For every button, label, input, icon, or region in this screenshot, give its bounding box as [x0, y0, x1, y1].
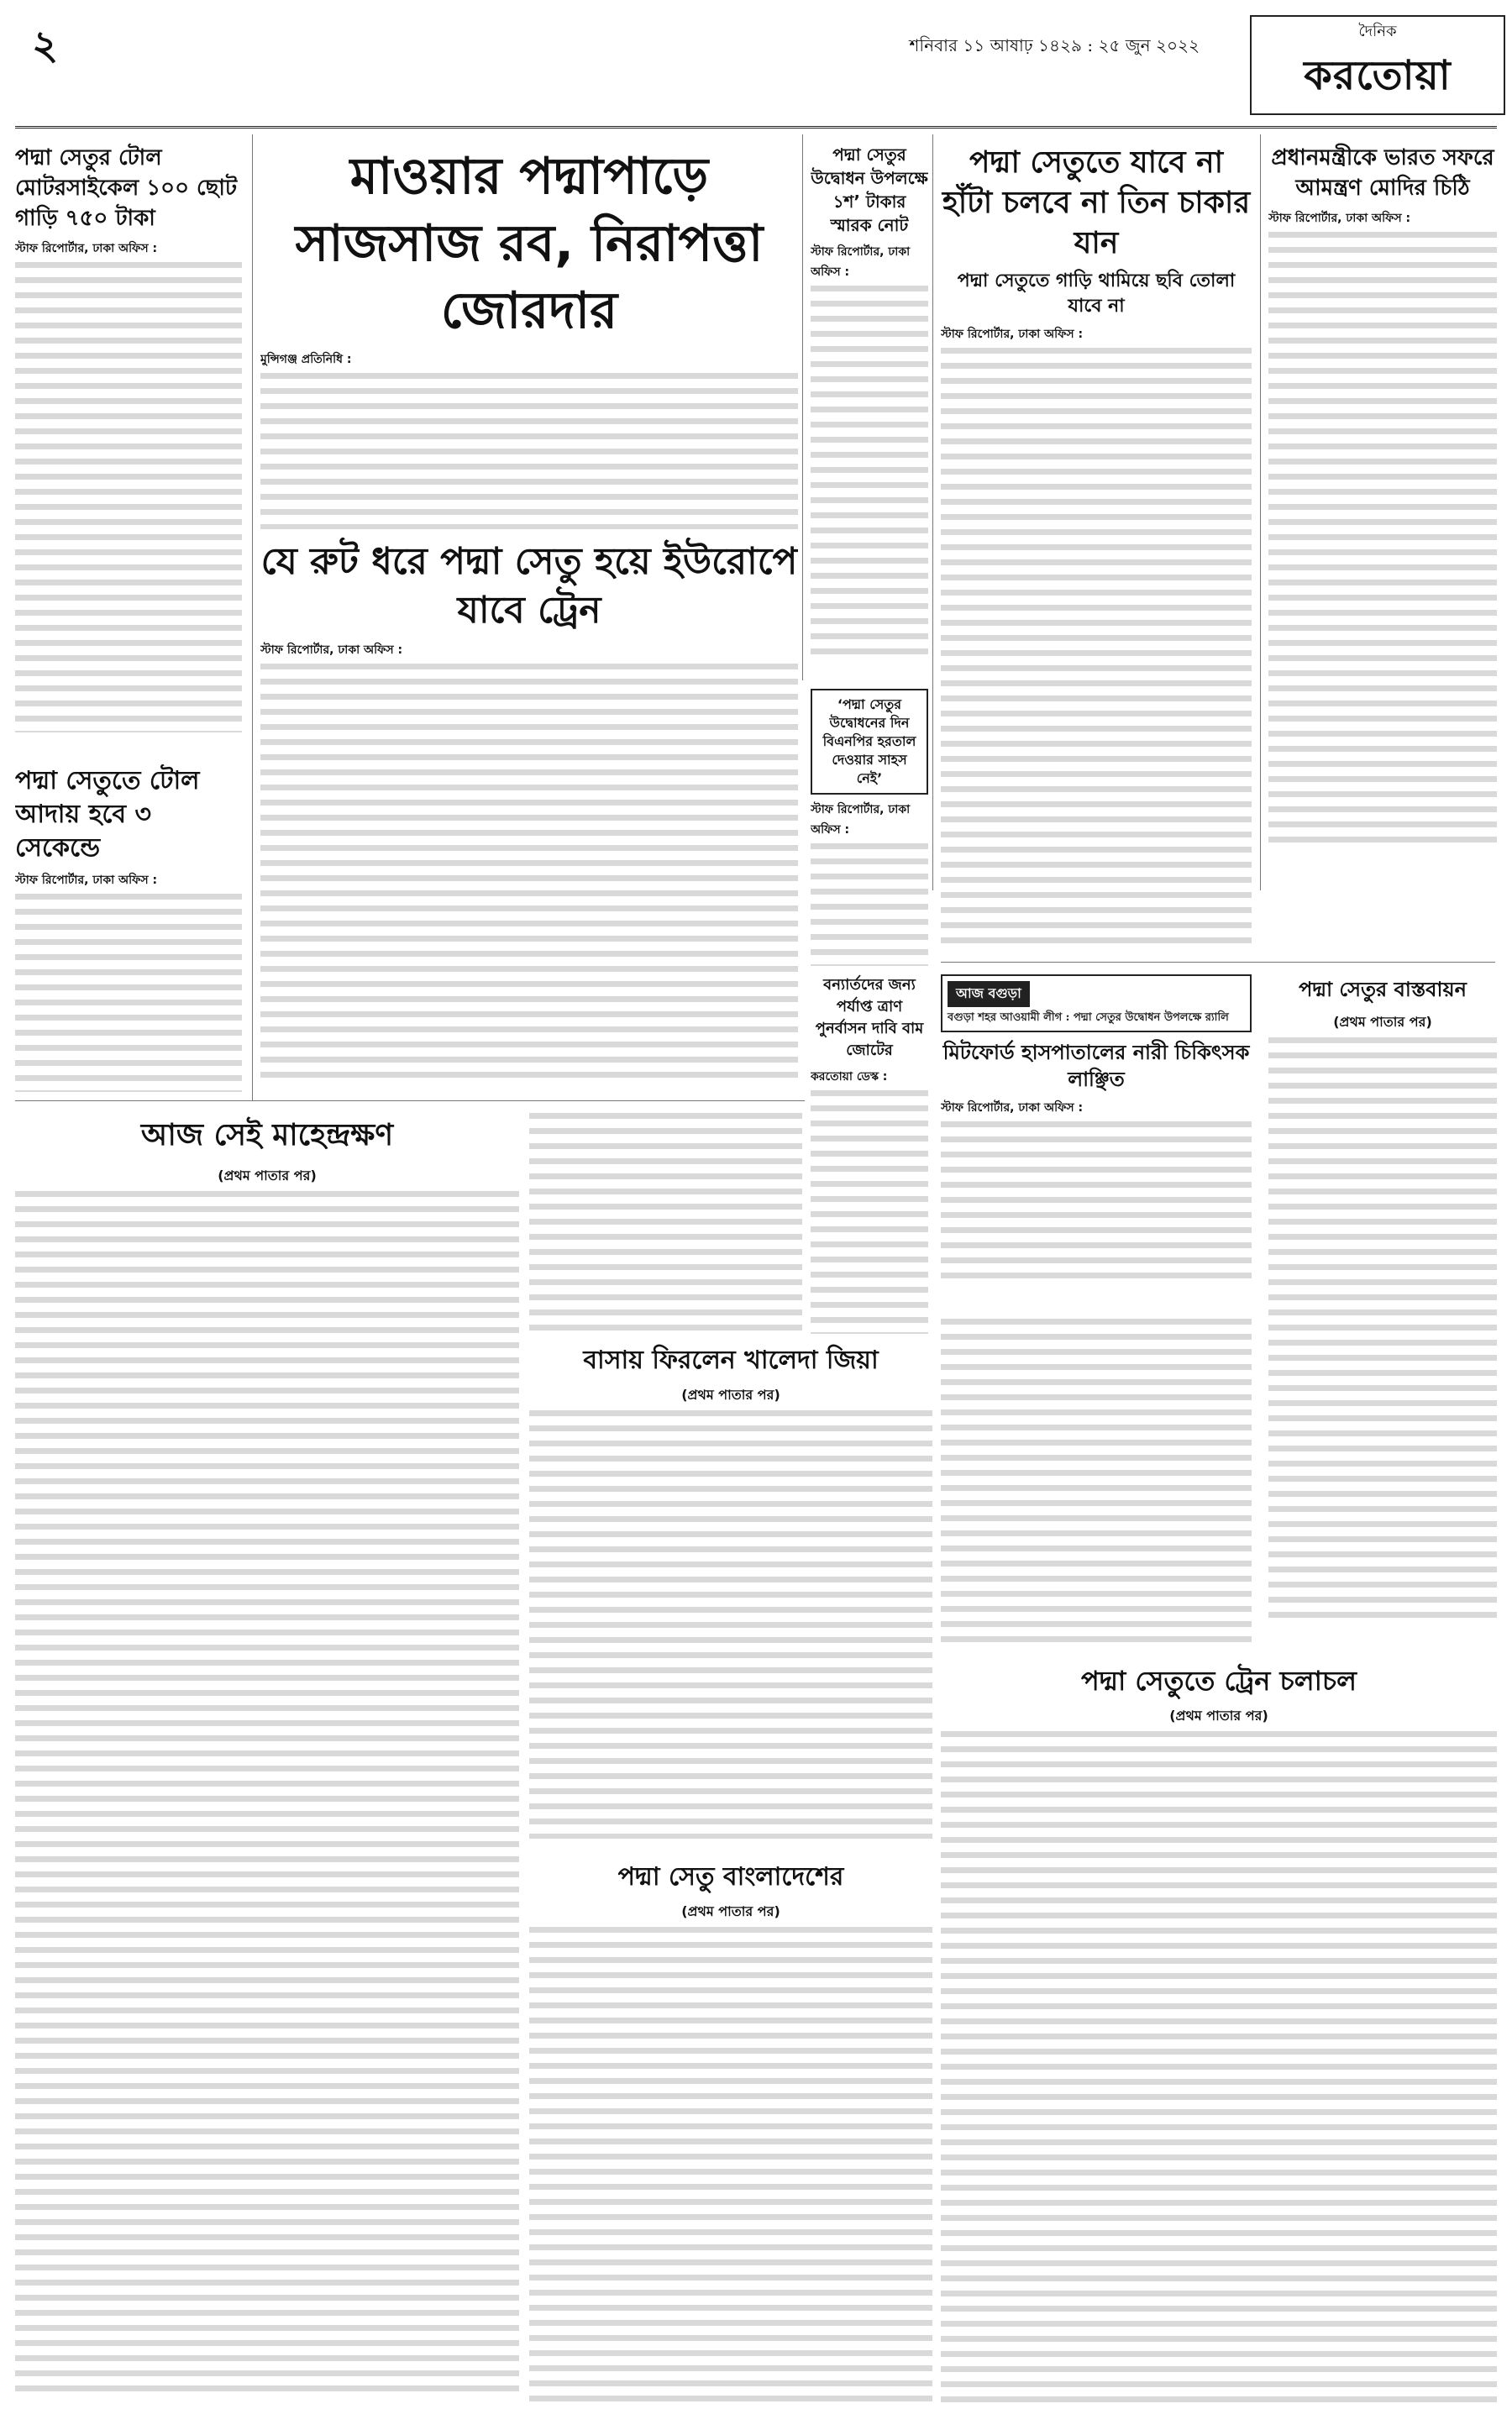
story-body	[529, 1113, 802, 1331]
story-body	[941, 1121, 1252, 1281]
logo-tagline: দৈনিক	[1358, 22, 1397, 40]
story-pm-invitation	[1268, 143, 1497, 882]
story-commemorative-note	[811, 143, 928, 680]
bogura-today-text: বগুড়া শহর আওয়ামী লীগ : পদ্মা সেতুর উদ্বোধন উপলক্ষে র‍্যালি	[948, 1011, 1229, 1024]
section-divider	[15, 1100, 805, 1101]
logo-title: করতোয়া	[1304, 51, 1452, 99]
story-toll	[15, 143, 242, 756]
dateline: শনিবার ১১ আষাঢ় ১৪২৯ : ২৫ জুন ২০২২	[909, 35, 1200, 55]
story-body	[15, 894, 242, 1092]
story-headline: পদ্মা সেতুতে টোল আদায় হবে ৩ সেকেন্ডে	[15, 766, 200, 863]
story-hartal	[811, 689, 928, 966]
story-body	[15, 1191, 519, 2392]
story-headline: আজ সেই মাহেন্দ্রক্ষণ	[140, 1118, 394, 1152]
story-byline: স্টাফ রিপোর্টার, ঢাকা অফিস :	[260, 643, 403, 657]
story-byline: স্টাফ রিপোর্টার, ঢাকা অফিস :	[15, 242, 158, 255]
story-body	[811, 843, 928, 966]
story-byline: স্টাফ রিপোর্টার, ঢাকা অফিস :	[1268, 212, 1411, 225]
story-headline: পদ্মা সেতুর টোল মোটরসাইকেল ১০০ ছোট গাড়ি ৭৫০ টাকা	[15, 145, 238, 231]
section-divider	[941, 962, 1495, 963]
story-bridge-of-bangladesh	[529, 1861, 932, 2415]
story-headline: বাসায় ফিরলেন খালেদা জিয়া	[583, 1346, 879, 1375]
bogura-today-label: আজ বগুড়া	[948, 981, 1030, 1007]
story-kicker: (প্রথম পাতার পর)	[681, 1903, 780, 1919]
story-kicker: (প্রথম পাতার পর)	[681, 1387, 780, 1403]
story-headline: পদ্মা সেতুর বাস্তবায়ন	[1299, 978, 1467, 1001]
story-memorial	[15, 1113, 519, 2415]
story-bridge-rules	[941, 143, 1252, 958]
story-body	[941, 1319, 1252, 1646]
column-divider	[1260, 134, 1261, 890]
story-byline: স্টাফ রিপোর্টার, ঢাকা অফিস :	[811, 803, 911, 837]
column-divider	[802, 134, 803, 680]
story-body	[260, 664, 798, 1084]
story-body	[811, 1090, 928, 1334]
story-implementation	[1268, 974, 1497, 1646]
story-train-europe	[260, 538, 798, 1092]
story-main	[260, 143, 798, 529]
story-body	[529, 1927, 932, 2406]
story-body	[811, 286, 928, 655]
story-kicker: (প্রথম পাতার পর)	[1333, 1014, 1432, 1030]
story-headline: প্রধানমন্ত্রীকে ভারত সফরে আমন্ত্রণ মোদির চিঠি	[1271, 145, 1494, 201]
story-body	[529, 1410, 932, 1839]
story-body	[15, 262, 242, 732]
story-byline: করতোয়া ডেস্ক :	[811, 1070, 888, 1084]
column-divider	[932, 134, 933, 890]
story-subheadline: পদ্মা সেতুতে গাড়ি থামিয়ে ছবি তোলা যাবে না	[957, 270, 1236, 317]
story-body	[1268, 232, 1497, 845]
masthead	[15, 0, 1497, 129]
story-byline: স্টাফ রিপোর্টার, ঢাকা অফিস :	[941, 1101, 1084, 1115]
story-headline: বন্যার্তদের জন্য পর্যাপ্ত ত্রাণ পুনর্বাসন দাবি বাম জোটের	[815, 976, 924, 1059]
story-memorial-continued	[529, 1113, 802, 1336]
story-byline: মুন্সিগঞ্জ প্রতিনিধি :	[260, 353, 352, 366]
story-byline: স্টাফ রিপোর্টার, ঢাকা অফিস :	[941, 328, 1084, 341]
story-byline: স্টাফ রিপোর্টার, ঢাকা অফিস :	[811, 245, 911, 279]
story-mitford	[941, 974, 1252, 1310]
story-headline: পদ্মা সেতুতে ট্রেন চলাচল	[1080, 1665, 1357, 1697]
story-body	[260, 373, 798, 529]
story-rail	[941, 1663, 1497, 2415]
story-byline: স্টাফ রিপোর্টার, ঢাকা অফিস :	[15, 874, 158, 887]
story-body	[1268, 1037, 1497, 1625]
page-number: ২	[32, 22, 59, 69]
column-divider	[252, 134, 253, 1100]
story-headline: পদ্মা সেতুর উদ্বোধন উপলক্ষে ১শ’ টাকার স্মারক নোট	[811, 144, 928, 235]
story-headline: মাওয়ার পদ্মাপাড়ে সাজসাজ রব, নিরাপত্তা জোরদার	[295, 147, 764, 340]
story-headline: পদ্মা সেতু বাংলাদেশের	[617, 1862, 844, 1892]
story-flood-relief	[811, 974, 928, 1336]
story-toll-seconds	[15, 764, 242, 1092]
story-headline: মিটফোর্ড হাসপাতালের নারী চিকিৎসক লাঞ্ছিত	[942, 1041, 1250, 1091]
story-body	[941, 348, 1252, 953]
story-headline: যে রুট ধরে পদ্মা সেতু হয়ে ইউরোপে যাবে ট্রেন	[260, 540, 798, 632]
story-kicker: (প্রথম পাতার পর)	[218, 1168, 317, 1184]
story-headline: ‘পদ্মা সেতুর উদ্বোধনের দিন বিএনপির হরতাল দেওয়ার সাহস নেই’	[811, 689, 928, 795]
story-headline: পদ্মা সেতুতে যাবে না হাঁটা চলবে না তিন চাকার যান	[942, 145, 1251, 260]
story-body	[941, 1731, 1497, 2403]
story-kicker: (প্রথম পাতার পর)	[1169, 1708, 1268, 1724]
newspaper-logo	[1250, 15, 1505, 115]
story-mitford-continued	[941, 1319, 1252, 1655]
bogura-today-box	[941, 974, 1252, 1032]
story-khaleda	[529, 1344, 932, 1848]
